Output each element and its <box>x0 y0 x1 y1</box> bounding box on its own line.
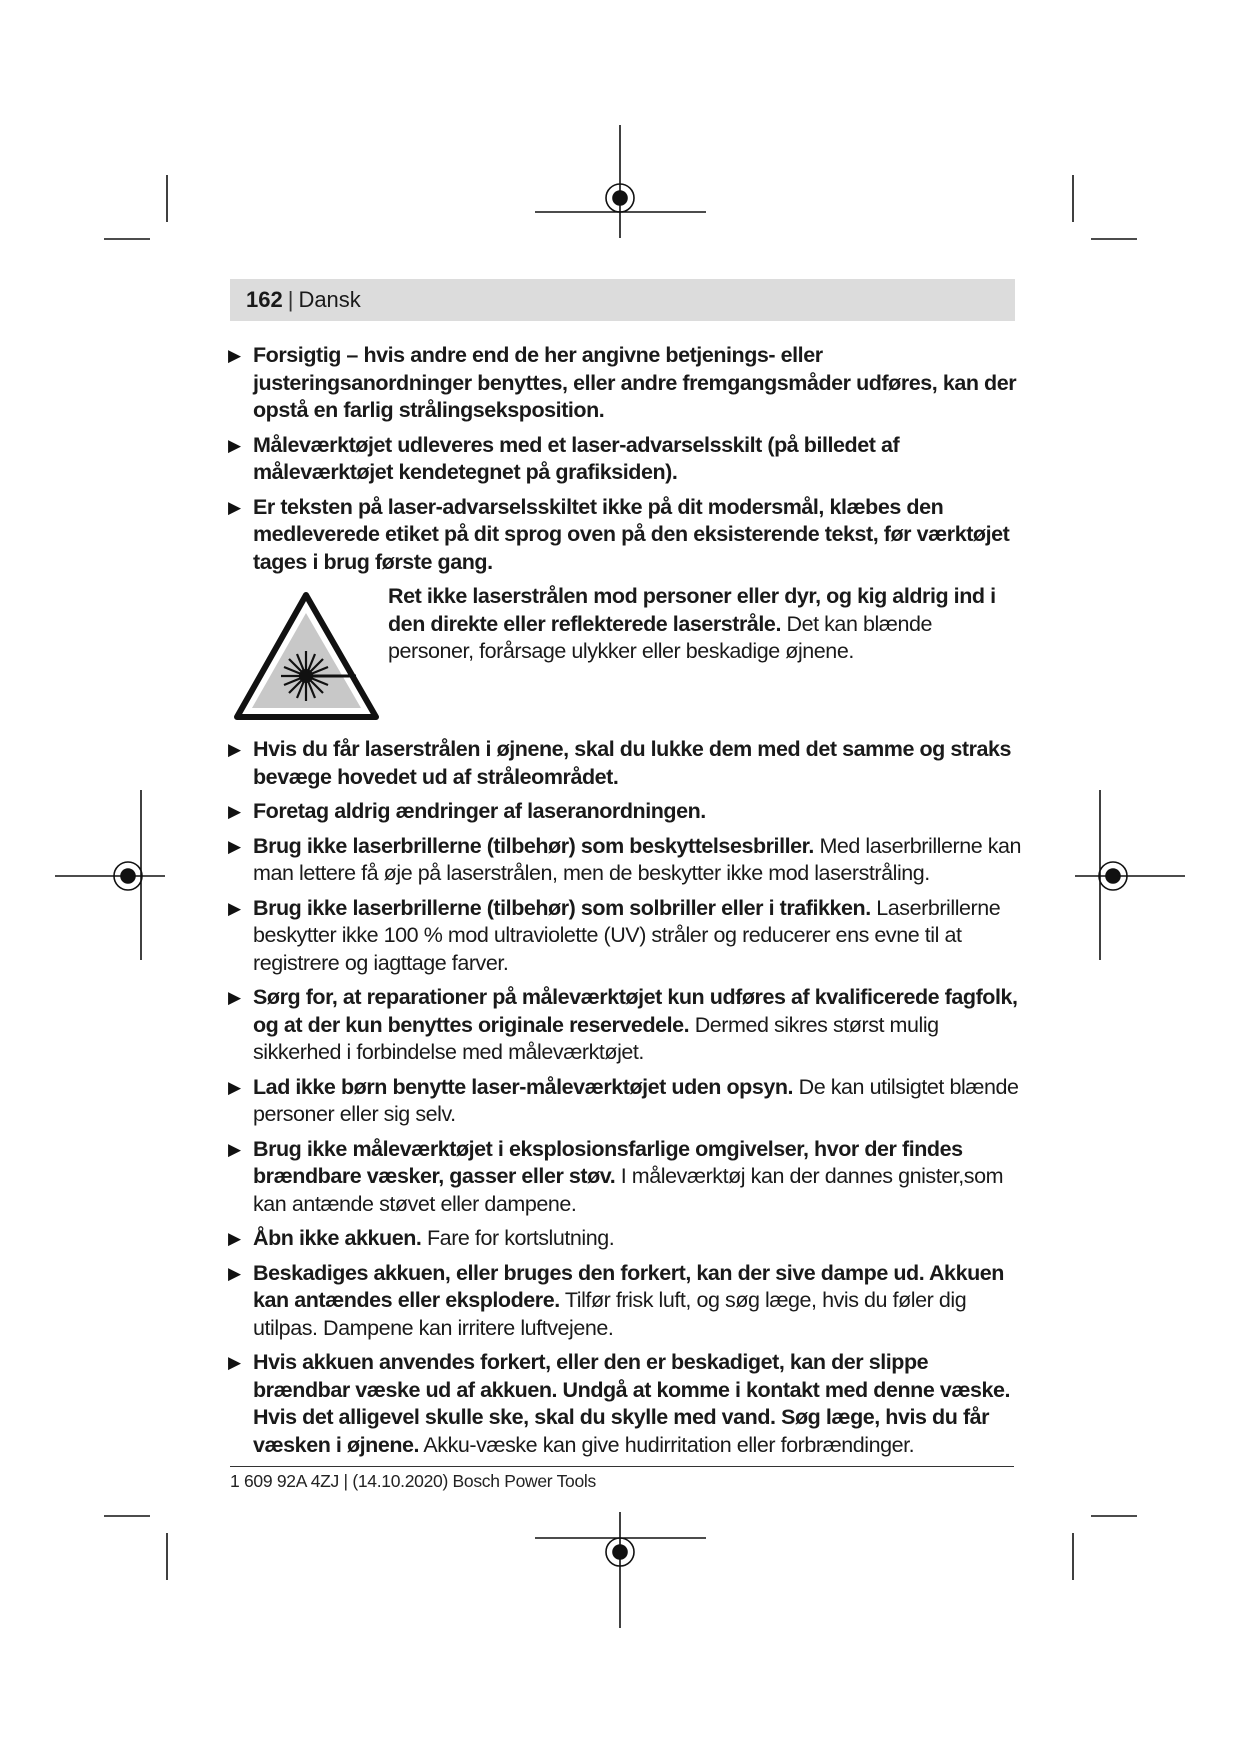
page-number: 162 <box>246 287 283 312</box>
triangle-bullet-icon: ▶ <box>228 988 241 1007</box>
item-bold-text: Sørg for, at reparationer på måleværktøjet kun udføres af kvalificerede fagfolk, og at der kun benyttes originale reservedele. <box>253 985 1018 1037</box>
triangle-bullet-icon: ▶ <box>228 836 241 856</box>
item-bold-text: Forsigtig – hvis andre end de her angivne betjenings- eller justeringsanordninger benyttes, eller andre fremgangsmåder udføres, kan der opstå en farlig strålingseksposition. <box>253 343 1017 422</box>
triangle-bullet-icon: ▶ <box>228 1353 241 1372</box>
item-bold-text: Hvis du får laserstrålen i øjnene, skal du lukke dem med det samme og straks bevæge hovedet ud af stråleområdet. <box>253 737 1012 789</box>
item-bold-text: Brug ikke måleværktøjet i eksplosionsfarlige omgivelser, hvor der findes brændbare væsker, gasser eller støv. <box>253 1136 963 1188</box>
page-header <box>230 279 1015 321</box>
list-item <box>228 1136 1022 1219</box>
triangle-bullet-icon: ▶ <box>228 1139 241 1159</box>
list-item <box>228 1225 1022 1253</box>
triangle-bullet-icon: ▶ <box>228 740 241 759</box>
item-plain-text: Med laserbrillerne kan man lettere få øje på laserstrålen, men de beskytter ikke mod laserstråling. <box>253 833 1022 885</box>
list-item <box>228 432 1022 487</box>
list-item <box>228 833 1022 888</box>
laser-warning-triangle-icon <box>234 591 379 721</box>
item-plain-text: Dermed sikres størst mulig sikkerhed i forbindelse med måleværktøjet. <box>253 1012 939 1064</box>
item-bold-text: Beskadiges akkuen, eller bruges den forkert, kan der sive dampe ud. Akkuen kan antændes eller eksplodere. <box>253 1260 1004 1312</box>
triangle-bullet-icon: ▶ <box>228 898 241 918</box>
triangle-bullet-icon: ▶ <box>228 346 241 365</box>
safety-instructions <box>228 342 1022 1466</box>
item-plain-text: Laserbrillerne beskytter ikke 100 % mod ultraviolette (UV) stråler og reducerer ens evne til at registrere og iagttage farver. <box>253 895 1001 975</box>
item-bold-text: Foretag aldrig ændringer af laseranordningen. <box>253 799 706 823</box>
list-item <box>228 494 1022 577</box>
list-item <box>228 1349 1022 1459</box>
laser-warning-text <box>388 583 1008 666</box>
item-bold-text: Brug ikke laserbrillerne (tilbehør) som solbriller eller i trafikken. <box>253 895 871 920</box>
list-item <box>228 342 1022 425</box>
list-item <box>228 798 1022 826</box>
list-item <box>228 895 1022 978</box>
item-bold-text: Lad ikke børn benytte laser-måleværktøjet uden opsyn. <box>253 1074 794 1099</box>
item-plain-text: Tilfør frisk luft, og søg læge, hvis du føler dig utilpas. Dampene kan irritere luftvejene. <box>253 1288 967 1340</box>
item-bold-text: Brug ikke laserbrillerne (tilbehør) som beskyttelsesbriller. <box>253 833 814 858</box>
item-plain-text: I måleværktøj kan der dannes gnister,som kan antænde støvet eller dampene. <box>253 1164 1004 1216</box>
triangle-bullet-icon: ▶ <box>228 435 241 455</box>
list-item <box>228 736 1022 791</box>
header-separator: | <box>287 287 294 312</box>
warning-plain-text: Det kan blænde personer, forårsage ulykker eller beskadige øjnene. <box>388 611 932 663</box>
item-plain-text: De kan utilsigtet blænde personer eller sig selv. <box>253 1074 1019 1126</box>
header-language: Dansk <box>298 287 361 312</box>
footer-divider <box>230 1466 1014 1467</box>
item-plain-text: Akku-væske kan give hudirritation eller forbrændinger. <box>423 1432 915 1457</box>
laser-warning-block <box>228 583 1022 728</box>
item-bold-text: Er teksten på laser-advarselsskiltet ikke på dit modersmål, klæbes den medleverede etiket på dit sprog oven på den eksisterende tekst, før værktøjet tages i brug første gang. <box>253 494 1010 574</box>
triangle-bullet-icon: ▶ <box>228 497 241 517</box>
item-bold-text: Hvis akkuen anvendes forkert, eller den er beskadiget, kan der slippe brændbar væske ud af akkuen. Undgå at komme i kontakt med denne væske. Hvis det alligevel skulle ske, skal du skylle med vand. Søg læge, hvis du får væsken i øjnene. <box>253 1350 1011 1457</box>
item-plain-text: Fare for kortslutning. <box>427 1226 615 1250</box>
list-item <box>228 1074 1022 1129</box>
triangle-bullet-icon: ▶ <box>228 802 241 821</box>
page-footer: 1 609 92A 4ZJ | (14.10.2020) Bosch Power Tools <box>230 1471 596 1491</box>
triangle-bullet-icon: ▶ <box>228 1229 241 1248</box>
triangle-bullet-icon: ▶ <box>228 1077 241 1097</box>
item-bold-text: Åbn ikke akkuen. <box>253 1226 422 1250</box>
list-item <box>228 1260 1022 1343</box>
warning-bold-text: Ret ikke laserstrålen mod personer eller dyr, og kig aldrig ind i den direkte eller reflekterede laserstråle. <box>388 584 996 636</box>
list-item <box>228 984 1022 1067</box>
triangle-bullet-icon: ▶ <box>228 1263 241 1283</box>
item-bold-text: Måleværktøjet udleveres med et laser-advarselsskilt (på billedet af måleværktøjet kendetegnet på grafiksiden). <box>253 432 900 484</box>
